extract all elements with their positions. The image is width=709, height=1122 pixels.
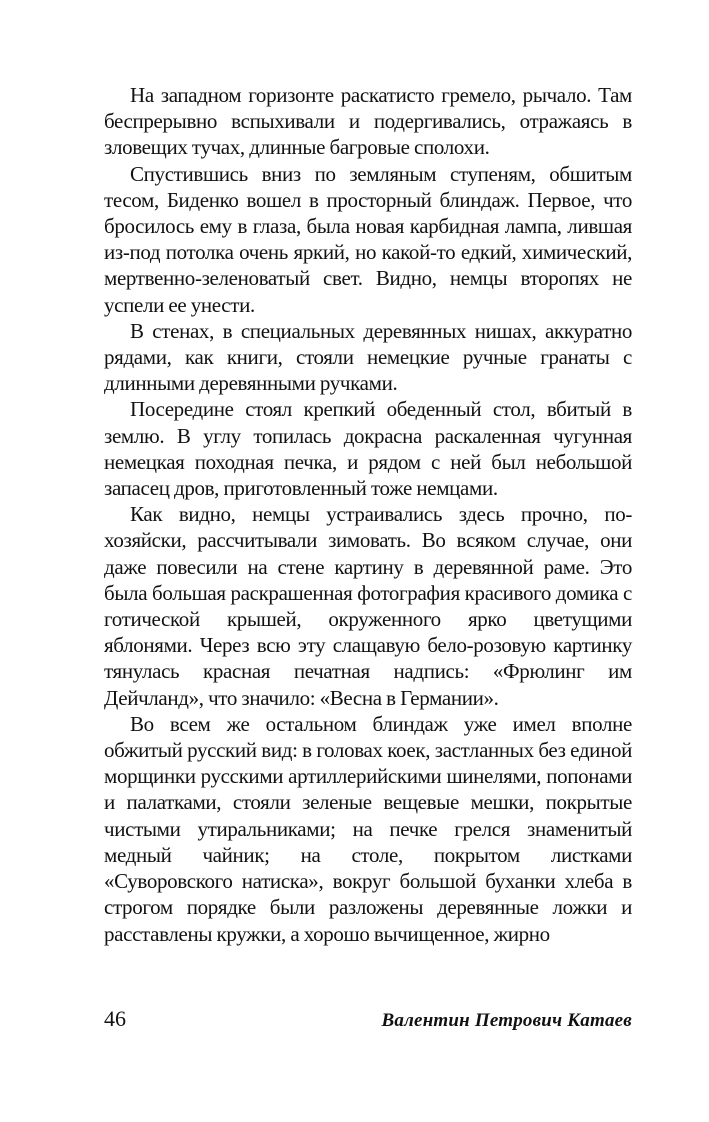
page-number: 46 bbox=[104, 1006, 126, 1031]
paragraph-6: Во всем же остальном блиндаж уже имел вполне обжитый русский вид: в головах коек, застланных без единой морщинки русскими артиллерийскими шинелями, попонами и палатками, стояли зеленые вещевые мешки, покрытые чистыми утиральниками; на печке грелся знаменитый медный чайник; на столе, покрытом листками «Суворовского натиска», вокруг большой буханки хлеба в строгом порядке были разложены деревянные ложки и расставлены кружки, а хорошо вычищенное, жирно bbox=[104, 711, 632, 946]
paragraph-4: Посередине стоял крепкий обеденный стол, вбитый в землю. В углу топилась докрасна раскаленная чугунная немецкая походная печка, и рядом с ней был небольшой запасец дров, приготовленный тоже немцами. bbox=[104, 397, 632, 501]
paragraph-2: Спустившись вниз по земляным ступеням, обшитым тесом, Биденко вошел в просторный блиндаж. Первое, что бросилось ему в глаза, была новая карбидная лампа, лившая из-под потолка очень яркий, но какой-то едкий, химический, мертвенно-зеленоватый свет. Видно, немцы второпях не успели ее унести. bbox=[104, 161, 632, 317]
running-header-author: Валентин Петрович Катаев bbox=[381, 1010, 632, 1031]
paragraph-3: В стенах, в специальных деревянных нишах, аккуратно рядами, как книги, стояли немецкие ручные гранаты с длинными деревянными ручками. bbox=[104, 318, 632, 396]
body-text bbox=[104, 82, 632, 947]
page-footer bbox=[104, 1006, 632, 1032]
paragraph-5: Как видно, немцы устраивались здесь прочно, по-хозяйски, рассчитывали зимовать. Во всяком случае, они даже повесили на стене картину в деревянной раме. Это была большая раскрашенная фотография красивого домика с готической крышей, окруженного ярко цветущими яблонями. Через всю эту слащавую бело-розовую картинку тянулась красная печатная надпись: «Фрюлинг им Дейчланд», что значило: «Весна в Германии». bbox=[104, 502, 632, 710]
paragraph-1: На западном горизонте раскатисто гремело, рычало. Там беспрерывно вспыхивали и подергивались, отражаясь в зловещих тучах, длинные багровые сполохи. bbox=[104, 83, 632, 160]
